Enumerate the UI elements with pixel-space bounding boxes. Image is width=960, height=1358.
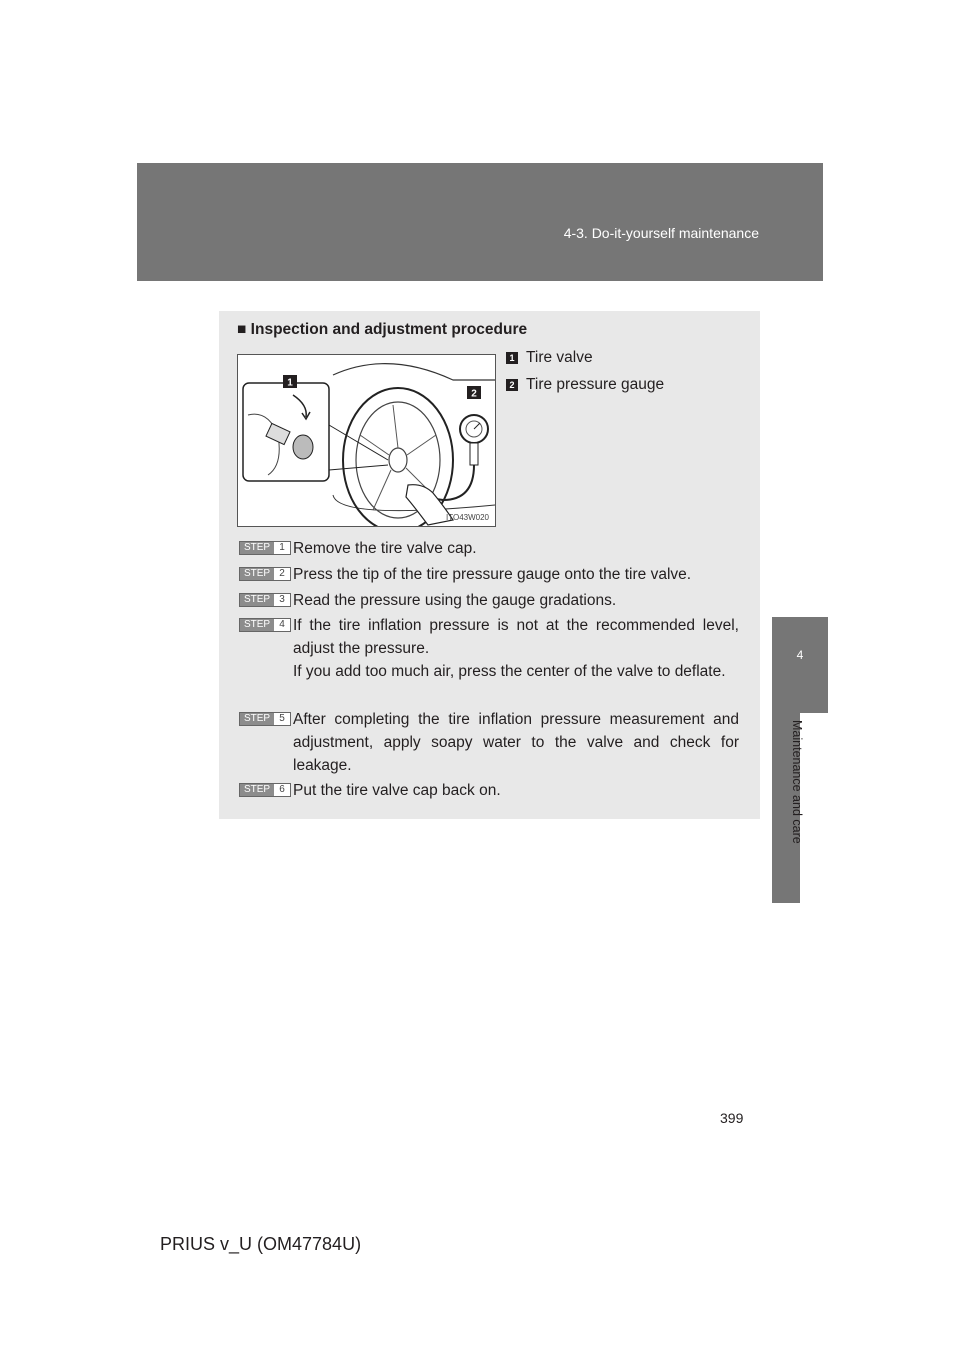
valve-closeup-icon [243, 383, 329, 481]
chapter-label: Maintenance and care [790, 720, 804, 844]
step-badge: STEP 2 [239, 567, 291, 581]
step-item [239, 708, 739, 777]
footer-model: PRIUS v_U (OM47784U) [160, 1234, 362, 1254]
procedure-panel [219, 311, 760, 819]
legend-badge-2: 2 [506, 379, 518, 391]
panel-heading: ■ Inspection and adjustment procedure [237, 321, 528, 338]
header-bar [137, 163, 823, 281]
step-text: Put the tire valve cap back on. [293, 782, 501, 799]
step-text: Press the tip of the tire pressure gauge onto the tire valve. [293, 566, 692, 583]
step-badge: STEP 5 [239, 712, 291, 726]
step-text: If the tire inflation pressure is not at the recommended level, adjust the pressure. [293, 617, 739, 657]
page-number: 399 [720, 1110, 744, 1126]
step-item [239, 537, 739, 560]
chapter-tab-number [772, 617, 828, 713]
step-item [239, 563, 739, 586]
step-badge: STEP 3 [239, 593, 291, 607]
step-item [239, 589, 739, 612]
tire-illustration [237, 354, 496, 527]
step-text: Remove the tire valve cap. [293, 540, 477, 557]
legend-item [506, 376, 664, 394]
callout-2-label: 2 [471, 388, 477, 400]
chapter-number: 4 [796, 648, 804, 662]
callout-1-label: 1 [287, 377, 293, 389]
step-text: Read the pressure using the gauge gradations. [293, 592, 617, 609]
tire-gauge-illustration [238, 355, 495, 526]
step-item [239, 614, 739, 683]
step-badge: STEP 1 [239, 541, 291, 555]
step-text: After completing the tire inflation pressure measurement and adjustment, apply soapy water to the valve and check for leakage. [293, 711, 739, 774]
legend-label-tire-valve: Tire valve [526, 349, 593, 366]
step-item [239, 779, 739, 802]
step-text-note: If you add too much air, press the center of the valve to deflate. [293, 663, 726, 680]
step-badge: STEP 6 [239, 783, 291, 797]
legend-label-pressure-gauge: Tire pressure gauge [526, 376, 665, 393]
illustration-code: ITO43W020 [446, 513, 489, 522]
section-title: 4-3. Do-it-yourself maintenance [563, 225, 759, 241]
legend-badge-1: 1 [506, 352, 518, 364]
step-badge: STEP 4 [239, 618, 291, 632]
legend-item [506, 349, 593, 367]
